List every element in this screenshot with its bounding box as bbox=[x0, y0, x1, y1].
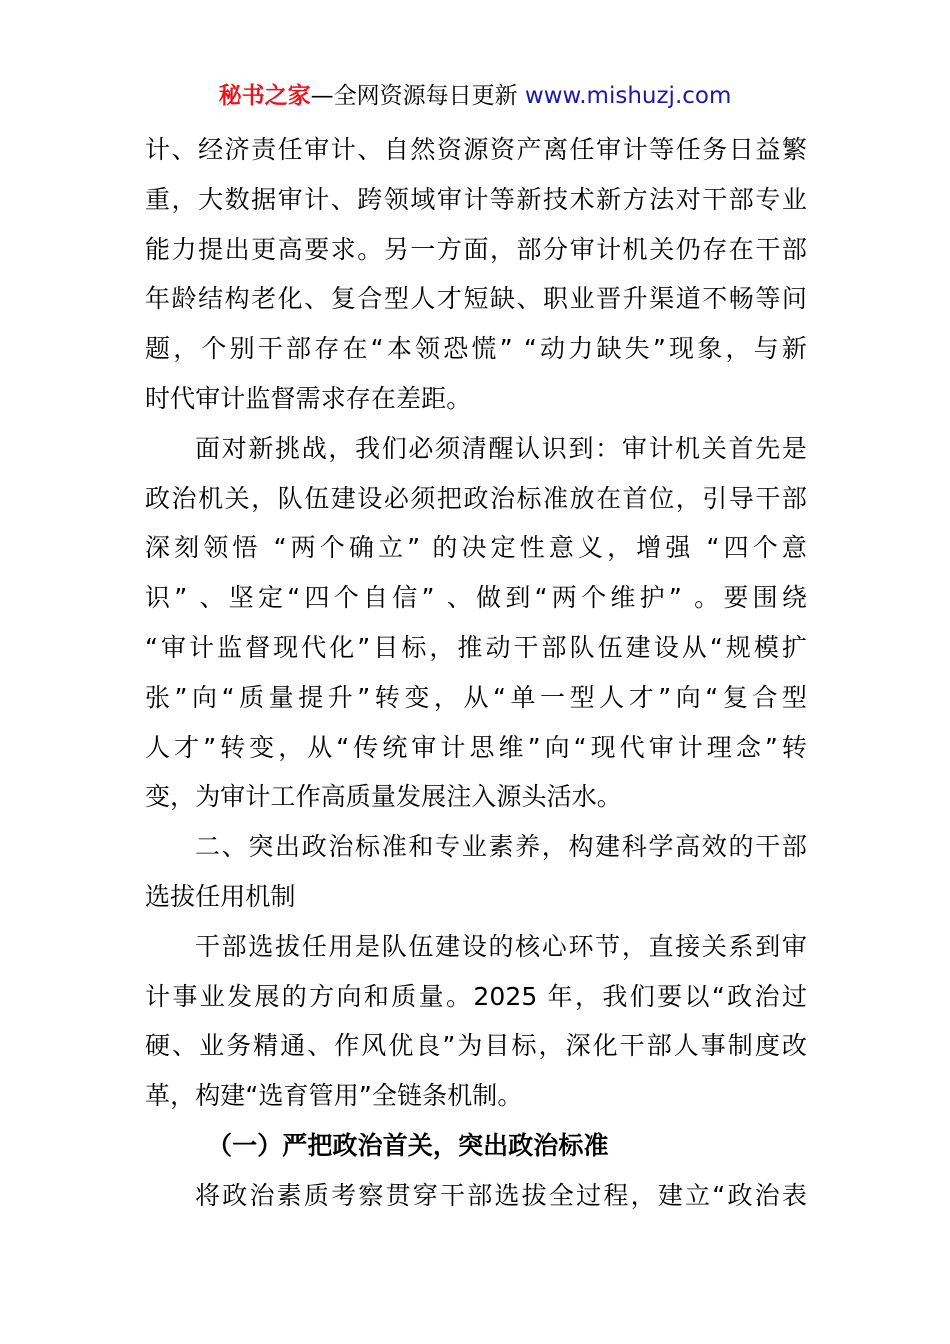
subsection-heading: （一）严把政治首关，突出政治标准 bbox=[207, 1130, 609, 1160]
text-line: 时代审计监督需求存在差距。 bbox=[145, 383, 472, 413]
page-header bbox=[0, 80, 950, 112]
text-line: 人才”转变，从“传统审计思维”向“现代审计理念”转 bbox=[145, 732, 807, 762]
text-line: 计、经济责任审计、自然资源资产离任审计等任务日益繁 bbox=[145, 135, 807, 164]
text-line: 变，为审计工作高质量发展注入源头活水。 bbox=[145, 782, 622, 812]
text-line: 题，个别干部存在“本领恐慌” “动力缺失”现象，与新 bbox=[145, 334, 807, 364]
text-line: 政治机关，队伍建设必须把政治标准放在首位，引导干部 bbox=[145, 483, 807, 513]
header-url-link[interactable]: www.mishuzj.com bbox=[524, 83, 732, 109]
document-body bbox=[145, 125, 807, 1221]
header-slogan: —全网资源每日更新 bbox=[310, 83, 518, 109]
text-line: 深刻领悟 “两个确立” 的决定性意义，增强 “四个意 bbox=[145, 533, 807, 563]
text-line: 重，大数据审计、跨领域审计等新技术新方法对干部专业 bbox=[145, 184, 807, 214]
paragraph-first-line: 将政治素质考察贯穿干部选拔全过程，建立“政治表 bbox=[195, 1180, 807, 1210]
text-line: 革，构建“选育管用”全链条机制。 bbox=[145, 1081, 523, 1111]
text-line: 能力提出更高要求。另一方面，部分审计机关仍存在干部 bbox=[145, 234, 807, 264]
text-line: 计事业发展的方向和质量。2025 年，我们要以“政治过 bbox=[145, 981, 807, 1011]
text-line: 张”向“质量提升”转变，从“单一型人才”向“复合型 bbox=[145, 682, 807, 712]
paragraph-first-line: 干部选拔任用是队伍建设的核心环节，直接关系到审 bbox=[195, 931, 807, 961]
text-line: 识” 、坚定“四个自信” 、做到“两个维护” 。要围绕 bbox=[145, 583, 807, 613]
section-heading-cont: 选拔任用机制 bbox=[145, 881, 296, 911]
section-heading: 二、突出政治标准和专业素养，构建科学高效的干部 bbox=[195, 832, 807, 862]
text-line: “审计监督现代化”目标，推动干部队伍建设从“规模扩 bbox=[145, 632, 807, 662]
text-line: 硬、业务精通、作风优良”为目标，深化干部人事制度改 bbox=[145, 1031, 807, 1061]
text-line: 年龄结构老化、复合型人才短缺、职业晋升渠道不畅等问 bbox=[145, 284, 807, 314]
header-brand: 秘书之家 bbox=[218, 83, 311, 109]
paragraph-first-line: 面对新挑战，我们必须清醒认识到：审计机关首先是 bbox=[195, 433, 807, 463]
